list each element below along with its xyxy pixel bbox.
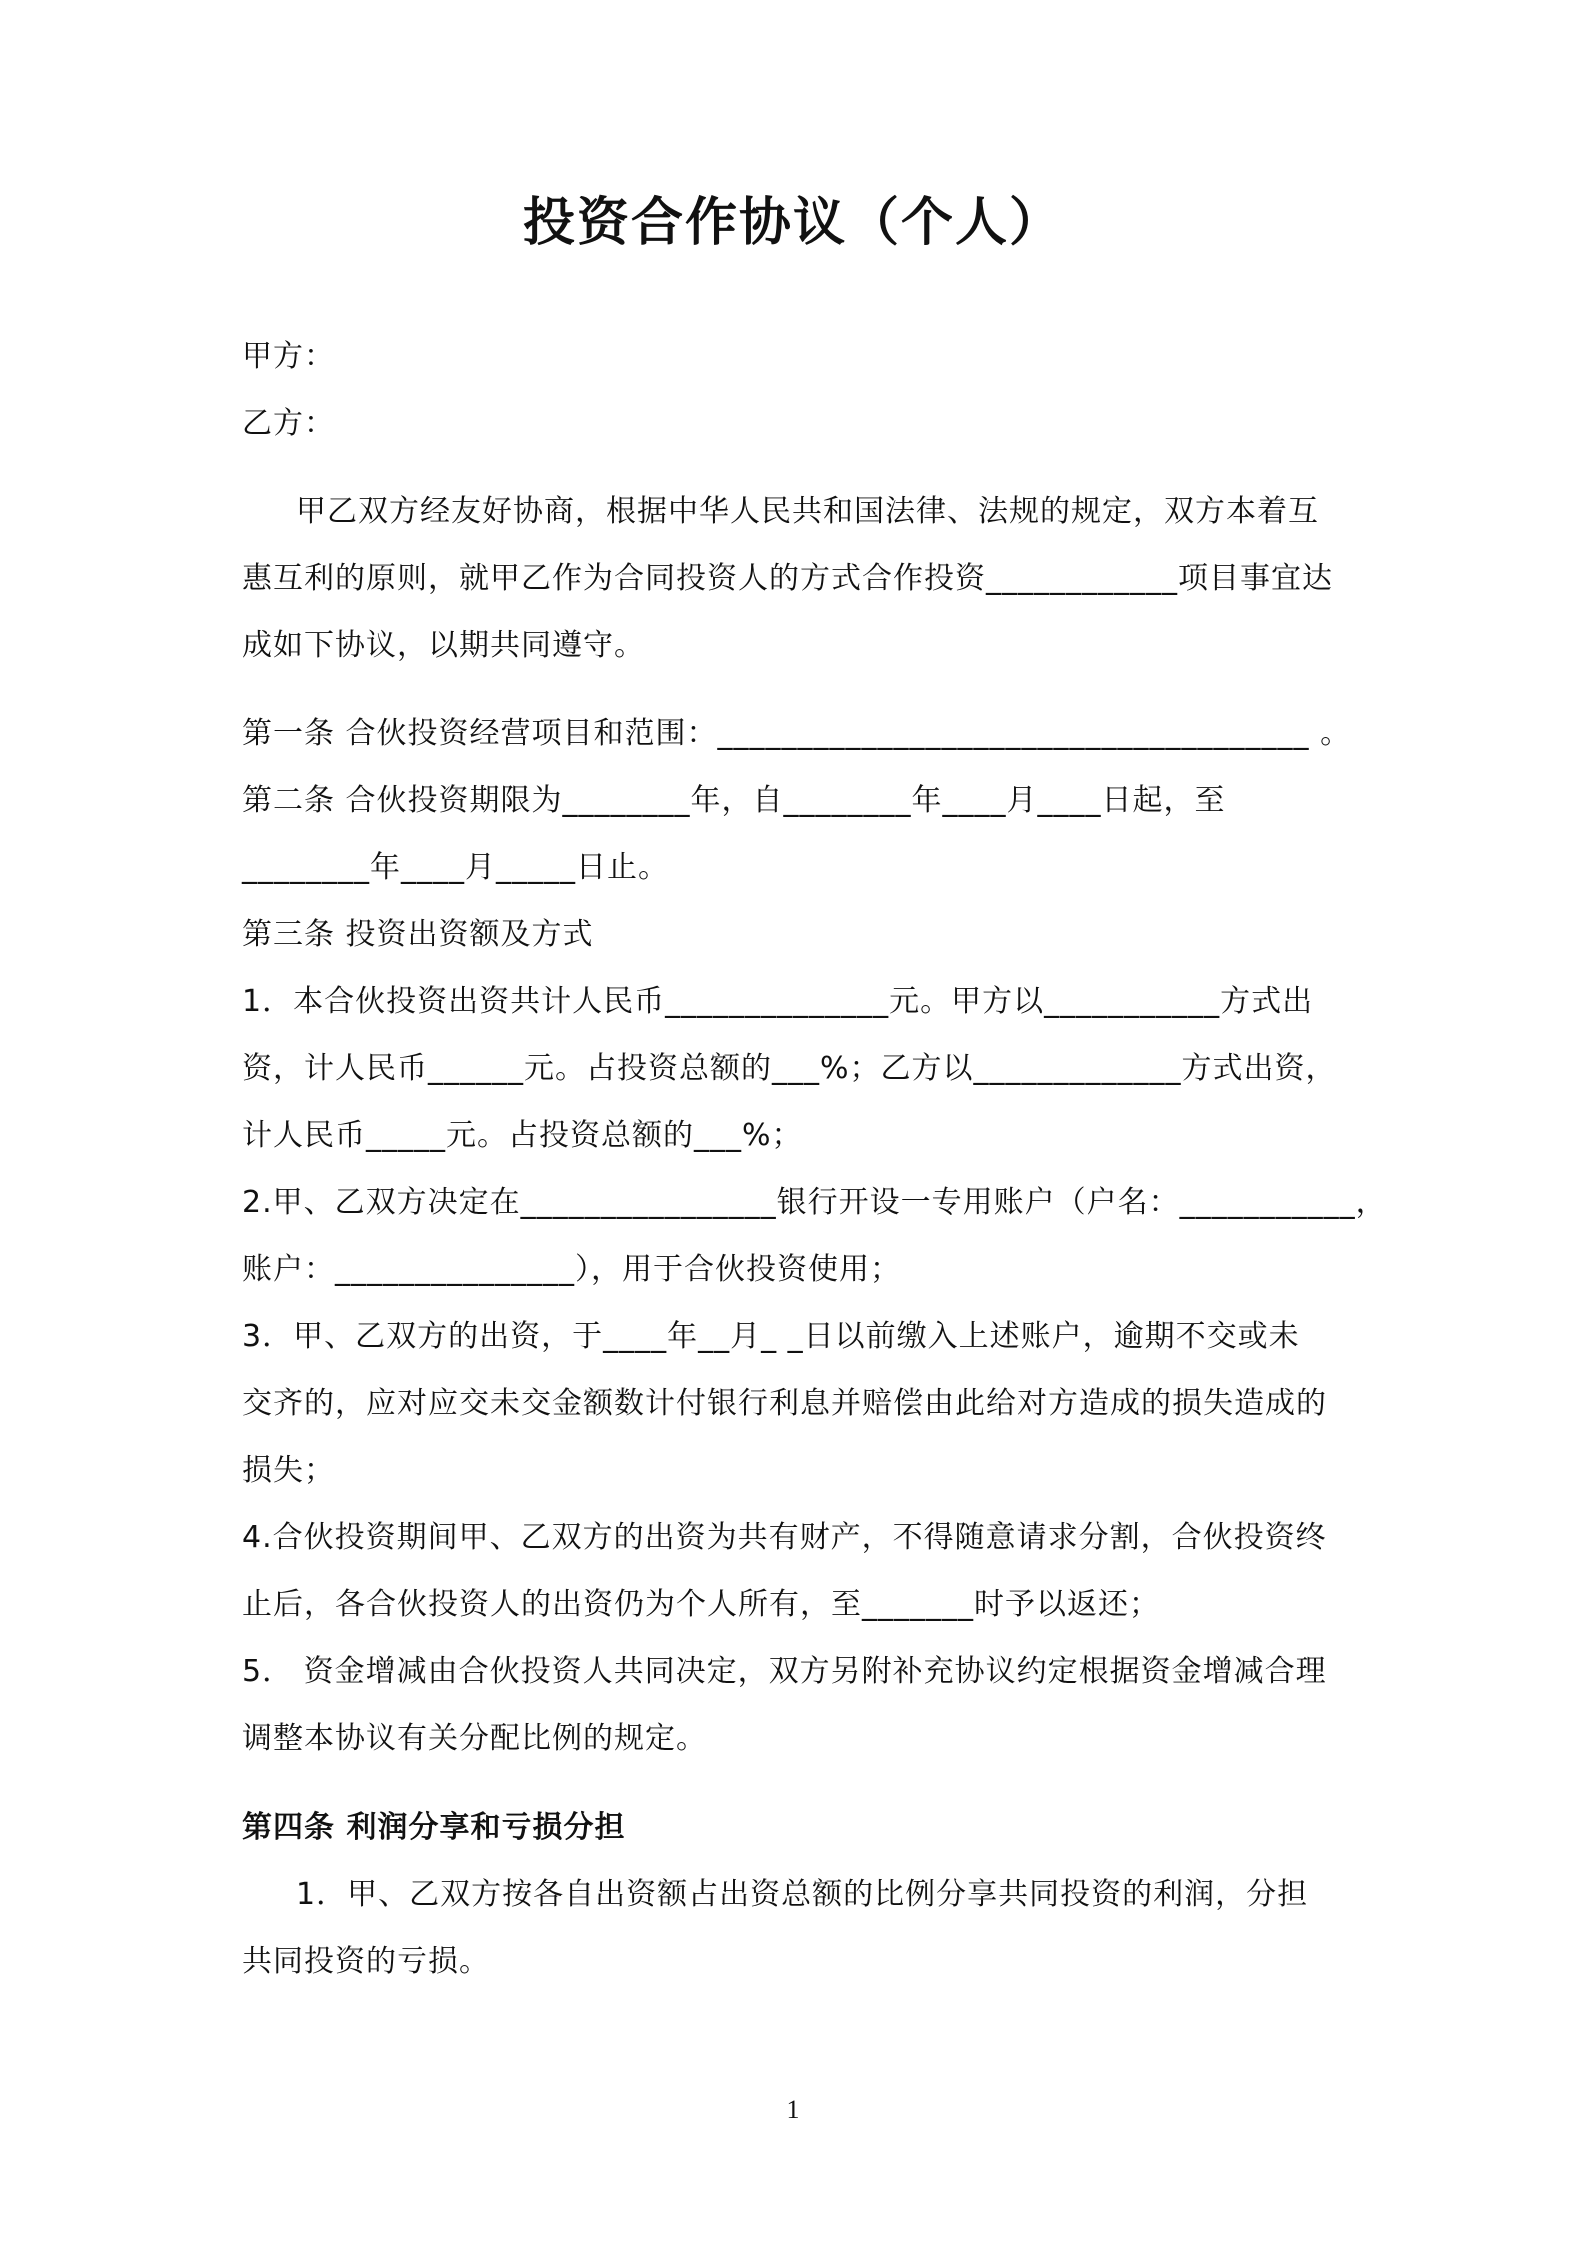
clause-line: 5． 资金增减由合伙投资人共同决定，双方另附补充协议约定根据资金增减合理 (242, 1654, 1327, 1689)
preamble-line: 成如下协议，以期共同遵守。 (242, 628, 645, 663)
clause-line: 资，计人民币______元。占投资总额的___%；乙方以_____________方式出资， (242, 1051, 1337, 1086)
article-2: 第二条 合伙投资期限为________年，自________年____月____日起，至 (242, 783, 1226, 818)
clause-line: 计人民币_____元。占投资总额的___%； (242, 1118, 803, 1153)
clause-line: 1．甲、乙双方按各自出资额占出资总额的比例分享共同投资的利润，分担 (296, 1877, 1309, 1912)
article-1: 第一条 合伙投资经营项目和范围：_____________________________________ 。 (242, 716, 1352, 751)
clause-line: 交齐的，应对应交未交金额数计付银行利息并赔偿由此给对方造成的损失造成的 (242, 1386, 1327, 1421)
article-3-heading: 第三条 投资出资额及方式 (242, 917, 594, 952)
clause-line: 共同投资的亏损。 (242, 1944, 490, 1979)
document-title: 投资合作协议（个人） (522, 193, 1063, 253)
clause-line: 止后，各合伙投资人的出资仍为个人所有，至_______时予以返还； (242, 1587, 1160, 1622)
clause-line: 1．本合伙投资出资共计人民币______________元。甲方以___________方式出 (242, 984, 1314, 1019)
clause-line: 损失； (242, 1453, 335, 1488)
clause-line: 3．甲、乙双方的出资，于____年__月_ _日以前缴入上述账户，逾期不交或未 (242, 1319, 1300, 1354)
party-b-label: 乙方： (242, 406, 335, 441)
page-number: 1 (786, 2095, 800, 2124)
preamble-line: 甲乙双方经友好协商，根据中华人民共和国法律、法规的规定，双方本着互 (296, 494, 1319, 529)
clause-line: 账户：_______________），用于合伙投资使用； (242, 1252, 901, 1287)
party-a-label: 甲方： (242, 339, 335, 374)
clause-line: 2.甲、乙双方决定在________________银行开设一专用账户（户名：___________， (242, 1185, 1387, 1220)
clause-line: 4.合伙投资期间甲、乙双方的出资为共有财产，不得随意请求分割，合伙投资终 (242, 1520, 1327, 1555)
preamble-line: 惠互利的原则，就甲乙作为合同投资人的方式合作投资____________项目事宜达 (242, 561, 1333, 596)
clause-line: 调整本协议有关分配比例的规定。 (242, 1721, 707, 1756)
article-4-heading: 第四条 利润分享和亏损分担 (242, 1810, 626, 1845)
article-2: ________年____月_____日止。 (242, 850, 669, 885)
